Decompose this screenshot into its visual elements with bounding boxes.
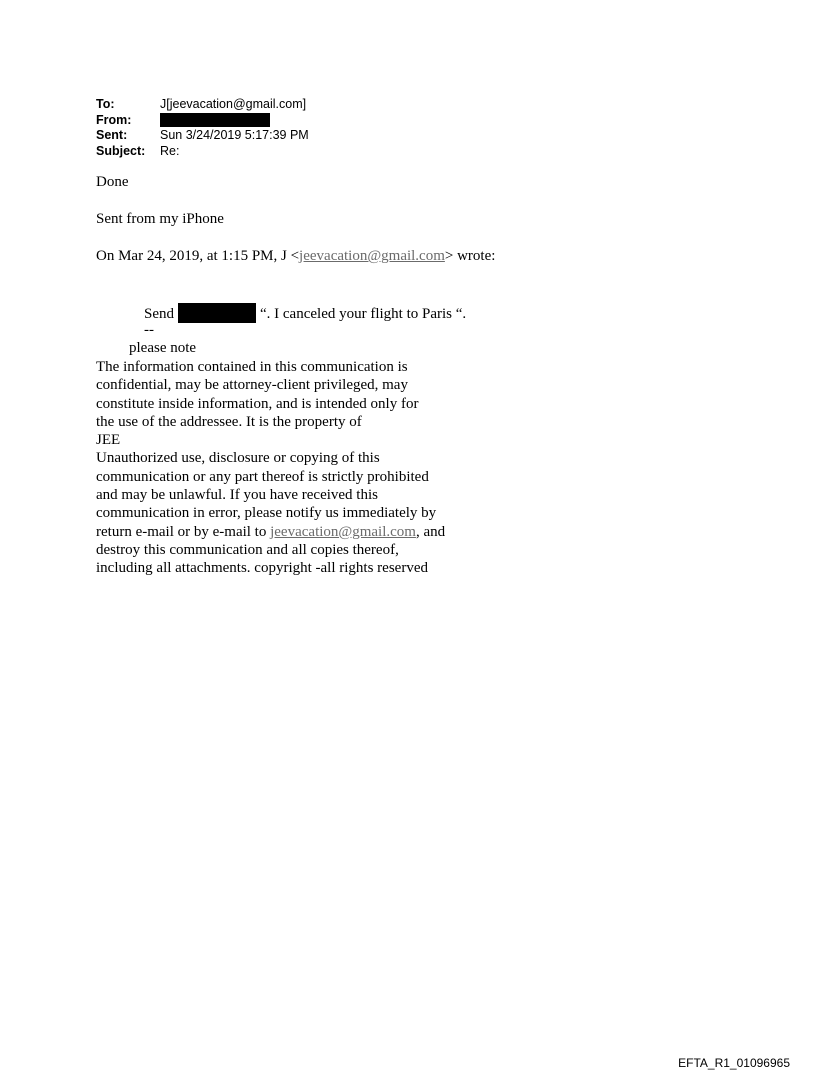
send-prefix: Send xyxy=(144,306,174,322)
document-id: EFTA_R1_01096965 xyxy=(678,1056,790,1070)
send-suffix: “. I canceled your flight to Paris “. xyxy=(260,306,467,322)
reply-text: Done xyxy=(96,174,129,190)
quote-intro-email-link[interactable]: jeevacation@gmail.com xyxy=(299,248,445,264)
disclaimer-line: constitute inside information, and is intended only for xyxy=(96,395,419,412)
subject-label: Subject: xyxy=(96,143,146,158)
email-line-prefix: return e-mail or by e-mail to xyxy=(96,523,271,540)
email-line-suffix: , and xyxy=(415,523,446,540)
email-header xyxy=(96,97,309,159)
quote-intro-suffix: > wrote: xyxy=(444,248,496,264)
please-note: please note xyxy=(129,340,197,356)
disclaimer-line: The information contained in this communication is xyxy=(96,359,408,375)
confidentiality-disclaimer xyxy=(96,358,476,578)
subject-row xyxy=(96,144,309,160)
sent-row xyxy=(96,128,309,144)
disclaimer-line: communication in error, please notify us immediately by xyxy=(96,505,437,522)
disclaimer-email-line xyxy=(96,523,476,541)
from-row xyxy=(96,113,309,129)
sent-value: Sun 3/24/2019 5:17:39 PM xyxy=(160,128,309,142)
disclaimer-line: including all attachments. copyright -all rights reserved xyxy=(96,560,428,577)
redaction-box xyxy=(178,303,256,323)
to-row xyxy=(96,97,309,113)
quote-intro xyxy=(96,248,495,265)
redaction-box xyxy=(160,113,270,127)
subject-value: Re: xyxy=(160,143,180,158)
signature-text: Sent from my iPhone xyxy=(96,211,224,227)
disclaimer-line: Unauthorized use, disclosure or copying of this xyxy=(96,450,380,467)
disclaimer-line: the use of the addressee. It is the property of xyxy=(96,413,362,430)
disclaimer-line: confidential, may be attorney-client privileged, may xyxy=(96,377,408,394)
from-label: From: xyxy=(96,112,132,127)
quote-intro-prefix: On Mar 24, 2019, at 1:15 PM, J < xyxy=(96,248,300,264)
to-label: To: xyxy=(96,97,115,111)
quoted-message xyxy=(144,303,466,323)
disclaimer-line: JEE xyxy=(96,432,121,449)
disclaimer-line: communication or any part thereof is strictly prohibited xyxy=(96,468,429,485)
disclaimer-line: destroy this communication and all copies thereof, xyxy=(96,541,399,558)
disclaimer-email-link[interactable]: jeevacation@gmail.com xyxy=(270,523,416,540)
sent-label: Sent: xyxy=(96,128,128,142)
to-value: J[jeevacation@gmail.com] xyxy=(160,97,307,111)
disclaimer-line: and may be unlawful. If you have received this xyxy=(96,487,378,504)
signature-separator: -- xyxy=(144,322,154,338)
